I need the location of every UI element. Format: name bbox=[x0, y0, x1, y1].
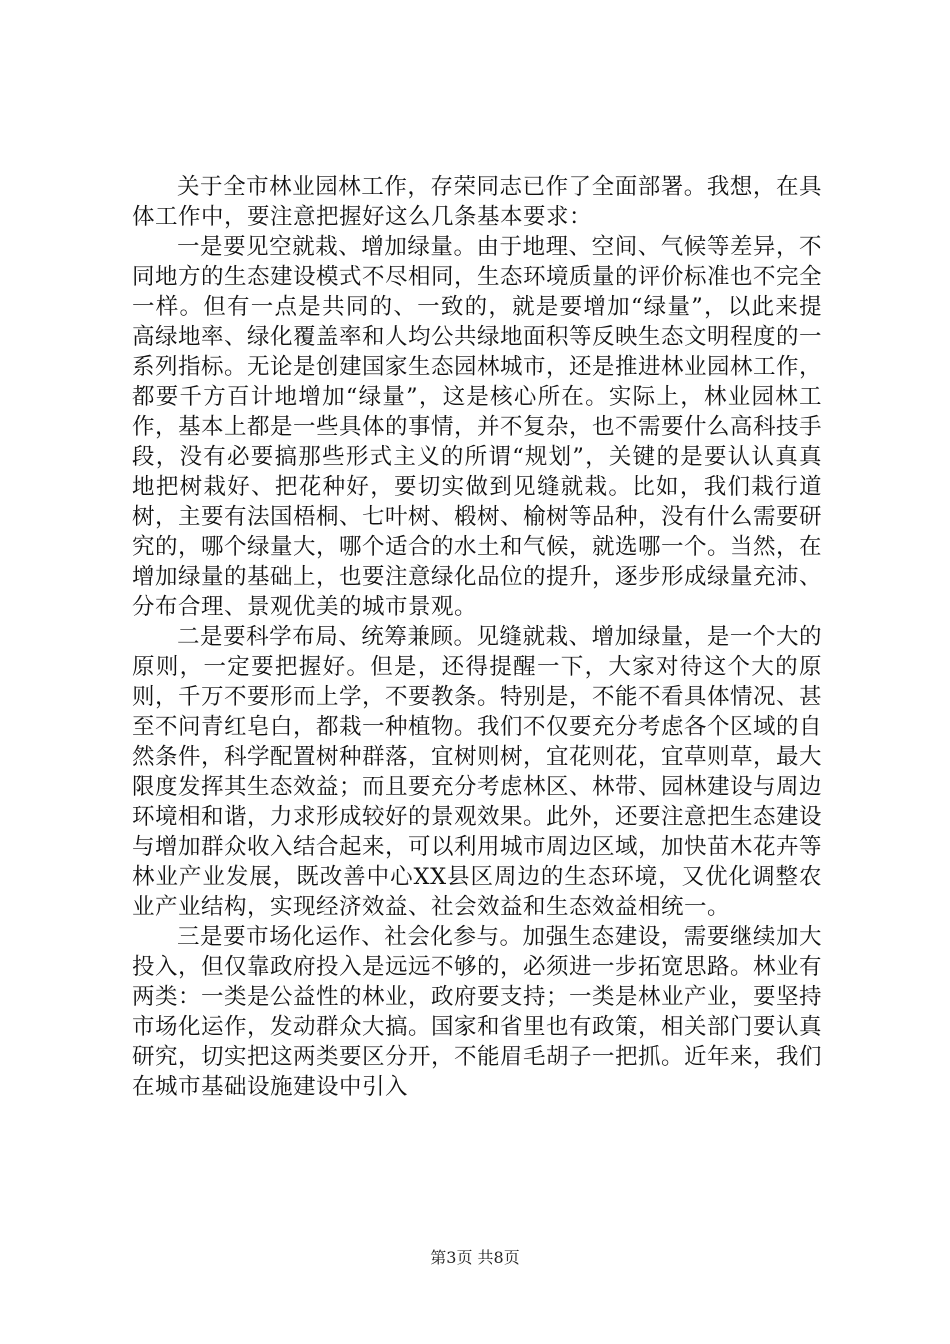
document-body bbox=[132, 172, 822, 1102]
paragraph-point-one: 一是要见空就栽、增加绿量。由于地理、空间、气候等差异，不同地方的生态建设模式不尽相同，生态环境质量的评价标准也不完全一样。但有一点是共同的、一致的，就是要增加“绿量”，以此来提高绿地率、绿化覆盖率和人均公共绿地面积等反映生态文明程度的一系列指标。无论是创建国家生态园林城市，还是推进林业园林工作，都要千方百计地增加“绿量”，这是核心所在。实际上，林业园林工作，基本上都是一些具体的事情，并不复杂，也不需要什么高科技手段，没有必要搞那些形式主义的所谓“规划”，关键的是要认认真真地把树栽好、把花种好，要切实做到见缝就栽。比如，我们栽行道树，主要有法国梧桐、七叶树、椴树、榆树等品种，没有什么需要研究的，哪个绿量大，哪个适合的水土和气候，就选哪一个。当然，在增加绿量的基础上，也要注意绿化品位的提升，逐步形成绿量充沛、分布合理、景观优美的城市景观。 bbox=[132, 234, 823, 620]
page-number-footer: 第3页 共8页 bbox=[430, 1248, 520, 1267]
paragraph-point-three: 三是要市场化运作、社会化参与。加强生态建设，需要继续加大投入，但仅靠政府投入是远远不够的，必须进一步拓宽思路。林业有两类：一类是公益性的林业，政府要支持；一类是林业产业，要坚持市场化运作，发动群众大搞。国家和省里也有政策，相关部门要认真研究，切实把这两类要区分开，不能眉毛胡子一把抓。近年来，我们在城市基础设施建设中引入 bbox=[132, 924, 823, 1100]
paragraph-intro: 关于全市林业园林工作，存荣同志已作了全面部署。我想，在具体工作中，要注意把握好这么几条基本要求： bbox=[132, 174, 822, 230]
paragraph-point-two: 二是要科学布局、统筹兼顾。见缝就栽、增加绿量，是一个大的原则，一定要把握好。但是，还得提醒一下，大家对待这个大的原则，千万不要形而上学，不要教条。特别是，不能不看具体情况、甚至不问青红皂白，都栽一种植物。我们不仅要充分考虑各个区域的自然条件，科学配置树种群落，宜树则树，宜花则花，宜草则草，最大限度发挥其生态效益；而且要充分考虑林区、林带、园林建设与周边环境相和谐，力求形成较好的景观效果。此外，还要注意把生态建设与增加群众收入结合起来，可以利用城市周边区域，加快苗木花卉等林业产业发展，既改善中心XX县区周边的生态环境，又优化调整农业产业结构，实现经济效益、社会效益和生态效益相统一。 bbox=[132, 624, 823, 920]
